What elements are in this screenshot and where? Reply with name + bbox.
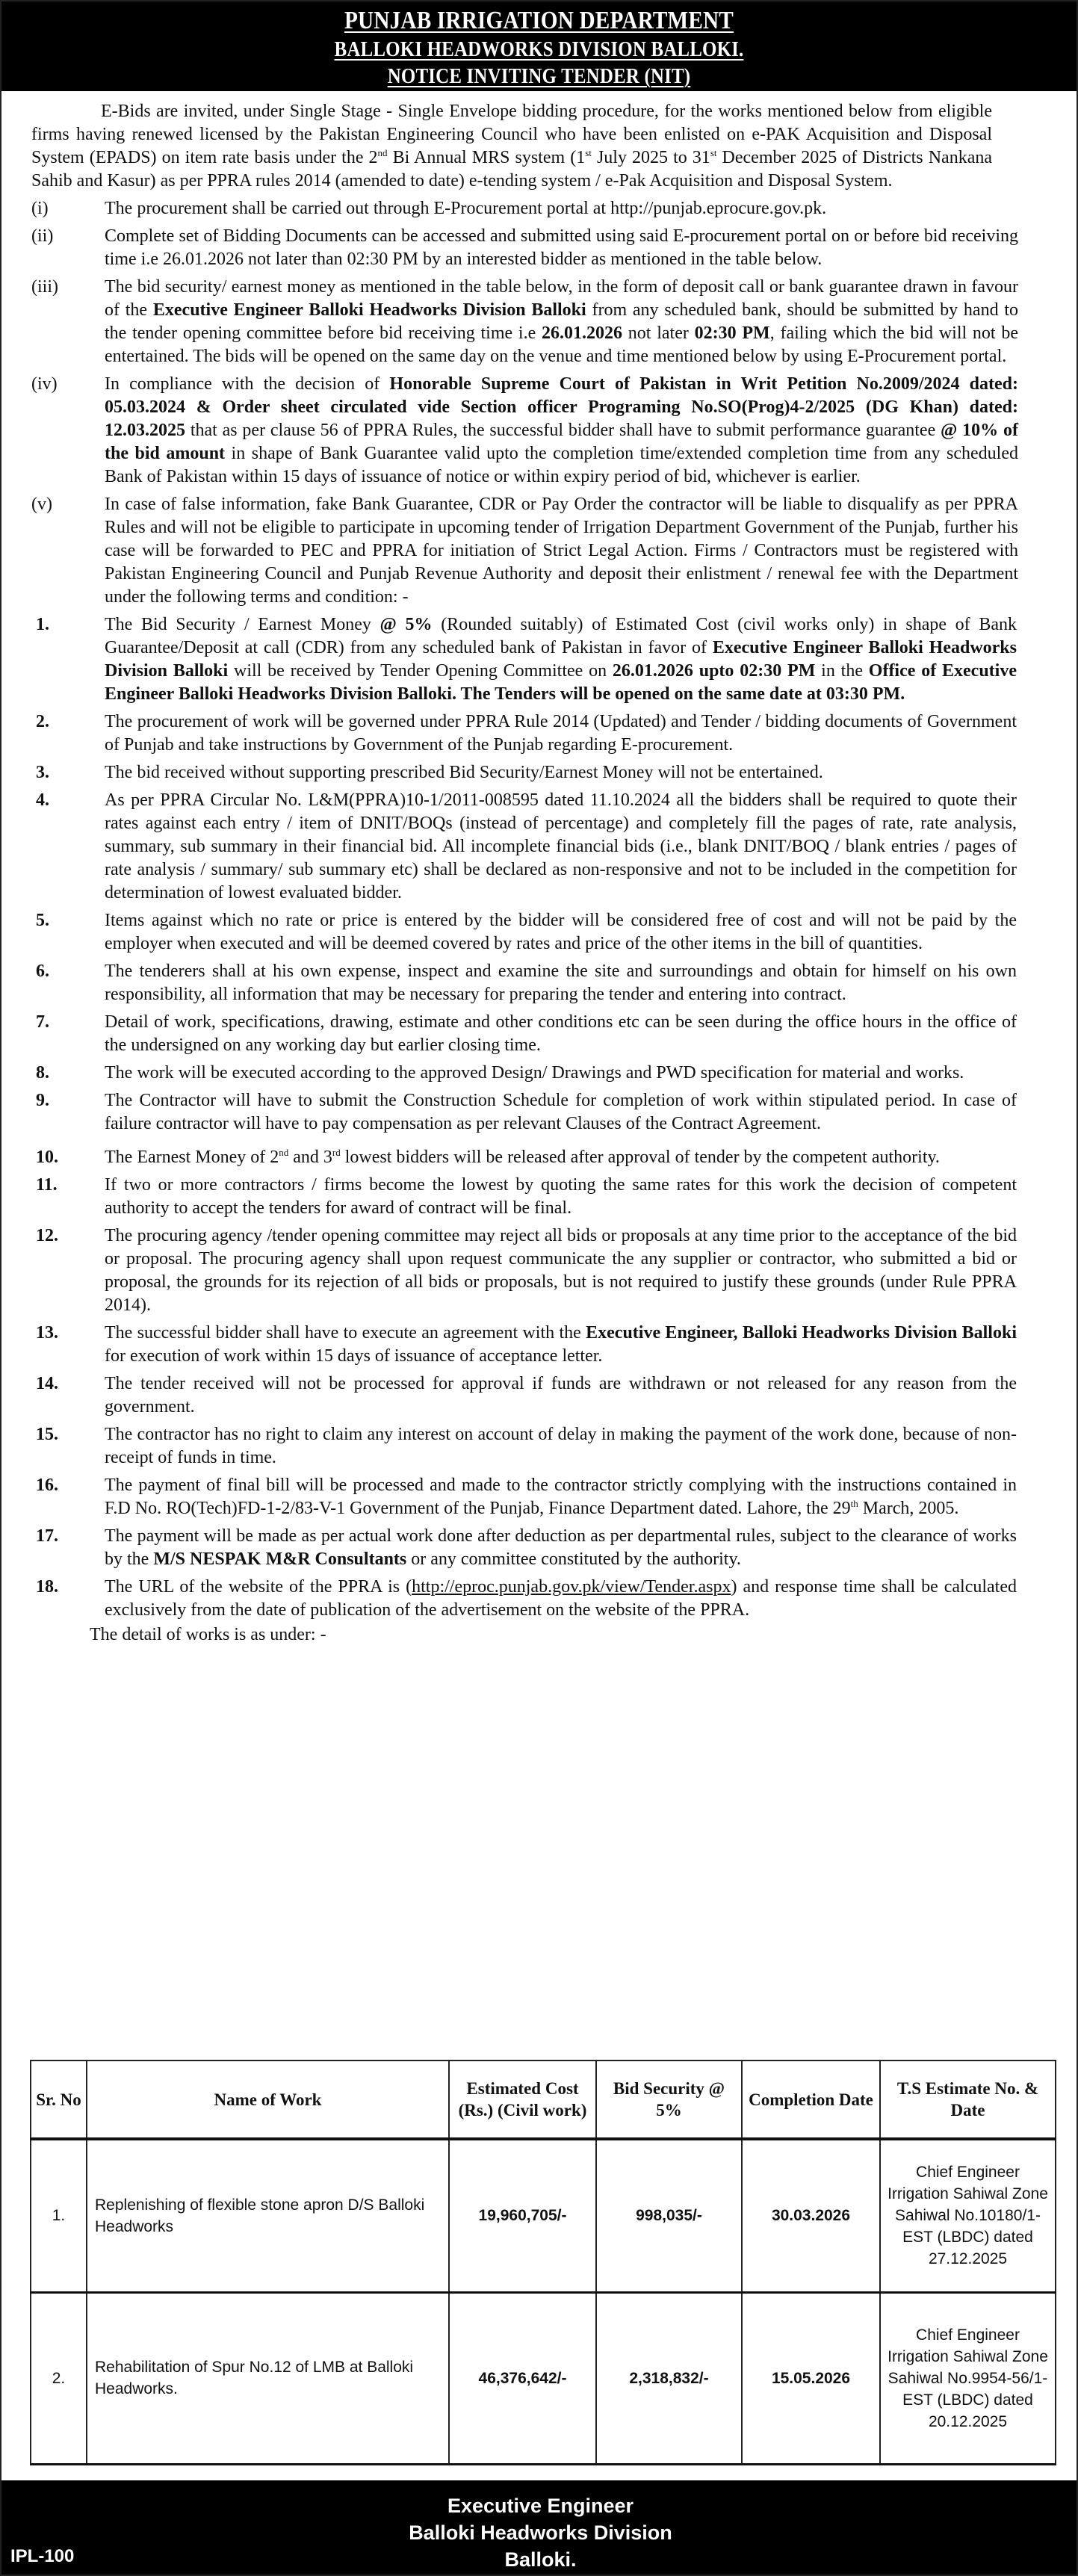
notice-header	[1, 1, 1077, 91]
bold-text: @ 10% of the bid amount	[105, 421, 1018, 463]
bold-text: 26.01.2026	[542, 323, 623, 343]
clause-3	[31, 761, 987, 784]
clause-text: Items against which no rate or price is entered by the bidder will be considered free of cost and will not be paid by the employer when executed and will be deemed covered by rates and price of the other items in the bill of quantities.	[105, 911, 1017, 953]
cell-sr: 2.	[31, 2292, 87, 2464]
clause-text	[105, 613, 1017, 706]
cell-name-of-work: Rehabilitation of Spur No.12 of LMB at Balloki Headworks.	[87, 2292, 449, 2464]
clause-text	[105, 1525, 1017, 1571]
clause-number: 8.	[36, 1063, 49, 1083]
signatory-location: Balloki.	[504, 2548, 577, 2571]
department-title: PUNJAB IRRIGATION DEPARTMENT	[344, 7, 734, 34]
bold-text: Honorable Supreme Court of Pakistan in Writ Petition No.2009/2024 dated: 05.03.2024 & Order sheet circulated vide Section officer Programing No.SO(Prog)4-2/2025 (DG Khan) dated: 12.03.2025	[105, 374, 1018, 440]
clause-4	[31, 789, 1017, 905]
intro-text: E-Bids are invited, under Single Stage - Single Envelope bidding procedure, for the works mentioned below from eligible firms having renewed licensed by the Pakistan Engineering Council who have been enlisted on e-PAK Acquisition and Disposal System (EPADS) on item rate basis under the 2	[31, 102, 992, 167]
clause-number: 15.	[36, 1425, 58, 1444]
ppra-url-link[interactable]: http://eproc.punjab.gov.pk/view/Tender.aspx	[412, 1577, 731, 1597]
cell-completion-date: 30.03.2026	[742, 2139, 880, 2292]
notice-title: NOTICE INVITING TENDER (NIT)	[387, 64, 691, 88]
text-run: The Bid Security / Earnest Money	[105, 615, 380, 634]
clause-text: Detail of work, specifications, drawing, estimate and other conditions etc can be seen during the office hours in the office of the undersigned on any working day but earlier closing time.	[105, 1012, 1017, 1055]
works-table-wrapper	[30, 2060, 1055, 2465]
text-run: that as per clause 56 of PPRA Rules, the successful bidder shall have to submit performance guarantee	[185, 421, 941, 440]
cell-completion-date: 15.05.2026	[742, 2292, 880, 2464]
clause-6	[31, 960, 1017, 1006]
clause-iii	[31, 276, 1019, 368]
clause-text: The tender received will not be processed for approval if funds are withdrawn or not released for any reason from the government.	[105, 1374, 1017, 1417]
clause-text: The contractor has no right to claim any interest on account of delay in making the payment of the work done, because of non-receipt of funds in time.	[105, 1425, 1017, 1467]
clause-number: 16.	[36, 1476, 58, 1495]
text-run: in the	[815, 661, 869, 681]
clause-text: The bid received without supporting prescribed Bid Security/Earnest Money will not be entertained.	[105, 763, 823, 782]
clause-text	[105, 373, 1018, 489]
text-run: or any committee constituted by the authority.	[406, 1549, 741, 1569]
text-run: lowest bidders will be released after approval of tender by the competent authority.	[340, 1148, 940, 1167]
clause-10	[31, 1146, 987, 1169]
clause-i	[31, 197, 987, 220]
clause-17	[31, 1525, 1017, 1571]
bold-text: 26.01.2026 upto 02:30 PM	[612, 661, 816, 681]
clause-text: Complete set of Bidding Documents can be accessed and submitted using said E-procurement portal on or before bid receiving time i.e 26.01.2026 not later than 02:30 PM by an interested bidder as mentioned in the table below.	[105, 226, 1018, 269]
clause-text	[105, 276, 1018, 368]
works-intro: The detail of works is as under: -	[90, 1625, 326, 1644]
superscript: st	[710, 147, 717, 158]
ad-code: IPL-100	[10, 2546, 75, 2566]
bold-text: Executive Engineer Balloki Headworks Division Balloki	[105, 638, 1017, 681]
header-name-of-work: Name of Work	[87, 2061, 449, 2139]
clause-text: The Contractor will have to submit the Construction Schedule for completion of work within stipulated period. In case of failure contractor will have to pay compensation as per relevant Clauses of the Contract Agreement.	[105, 1091, 1017, 1133]
superscript: st	[585, 147, 592, 158]
cell-bid-security: 2,318,832/-	[596, 2292, 742, 2464]
clause-number: 1.	[36, 615, 49, 634]
cell-name-of-work: Replenishing of flexible stone apron D/S Balloki Headworks	[87, 2139, 449, 2292]
cell-bid-security: 998,035/-	[596, 2139, 742, 2292]
clause-text: As per PPRA Circular No. L&M(PPRA)10-1/2011-008595 dated 11.10.2024 all the bidders shall be required to quote their rates against each entry / item of DNIT/BOQs (instead of percentage) and completely fill the pages of rate, rate analysis, summary, sub summary in their financial bid. All incomplete financial bids (i.e., blank DNIT/BOQ / blank entries / pages of rate analysis / summary/ sub summary etc) shall be declared as non-responsive and not to be included in the competition for determination of lowest evaluated bidder.	[105, 790, 1017, 902]
text-run: for execution of work within 15 days of issuance of acceptance letter.	[105, 1346, 603, 1366]
table-header-row	[31, 2061, 1056, 2139]
superscript: th	[850, 1498, 858, 1509]
clause-number: 6.	[36, 962, 49, 981]
clause-14	[31, 1372, 1017, 1419]
clause-v	[31, 493, 1018, 609]
clause-text: If two or more contractors / firms become the lowest by quoting the same rates for this work the decision of competent authority to accept the tenders for award of contract will be final.	[105, 1175, 1017, 1218]
bold-text: Office of Executive Engineer Balloki Headworks Division Balloki. The Tenders will be opened on the same date at 03:30 PM.	[105, 661, 1017, 704]
intro-paragraph	[31, 100, 992, 193]
text-run: In compliance with the decision of	[105, 374, 390, 394]
signatory-title: Executive Engineer	[447, 2495, 634, 2517]
clause-7	[31, 1011, 1017, 1057]
bold-text: @ 5%	[380, 615, 433, 634]
clause-12	[31, 1224, 1017, 1317]
superscript: nd	[377, 147, 388, 158]
clause-text	[105, 1576, 1017, 1622]
clause-16	[31, 1474, 1017, 1520]
clause-text	[105, 1146, 1017, 1169]
clause-number: (ii)	[31, 226, 54, 246]
clause-text	[105, 1474, 1017, 1520]
clause-number: (iii)	[31, 277, 58, 297]
clause-15	[31, 1423, 1017, 1470]
header-sr-no: Sr. No	[31, 2061, 87, 2139]
bold-text: Executive Engineer, Balloki Headworks Division Balloki	[586, 1323, 1017, 1343]
clause-2	[31, 710, 1017, 757]
clause-number: 11.	[36, 1175, 58, 1195]
clause-number: 14.	[36, 1374, 58, 1393]
works-table	[30, 2060, 1056, 2465]
signatory-division: Balloki Headworks Division	[409, 2521, 672, 2544]
intro-text: July 2025 to 31	[591, 148, 710, 167]
text-run: will be received by Tender Opening Committee on	[228, 661, 613, 681]
text-run: The Earnest Money of 2	[105, 1148, 279, 1167]
division-title: BALLOKI HEADWORKS DIVISION BALLOKI.	[334, 37, 744, 61]
cell-ts-estimate: Chief Engineer Irrigation Sahiwal Zone Sahiwal No.10180/1-EST (LBDC) dated 27.12.2025	[880, 2139, 1056, 2292]
cell-estimated-cost: 46,376,642/-	[449, 2292, 596, 2464]
clause-number: 12.	[36, 1226, 58, 1245]
header-estimated-cost: Estimated Cost (Rs.) (Civil work)	[449, 2061, 596, 2139]
clause-text: In case of false information, fake Bank Guarantee, CDR or Pay Order the contractor will be liable to disqualify as per PPRA Rules and will not be eligible to participate in upcoming tender of Irrigation Department Government of the Punjab, further his case will be forwarded to PEC and PPRA for initiation of Strict Legal Action. Firms / Contractors must be registered with Pakistan Engineering Council and Punjab Revenue Authority and deposit their enlistment / renewal fee with the Department under the following terms and condition: -	[105, 495, 1018, 607]
clause-number: 9.	[36, 1091, 49, 1110]
clause-1	[31, 613, 1017, 706]
text-run: not later	[622, 323, 695, 343]
clause-text: The procuring agency /tender opening committee may reject all bids or proposals at any time prior to the acceptance of the bid or proposal. The procuring agency shall upon request communicate the any supplier or contractor, who submitted a bid or proposal, the grounds for its rejection of all bids or proposals, but is not required to justify these grounds (under Rule PPRA 2014).	[105, 1226, 1017, 1315]
clause-11	[31, 1174, 1017, 1220]
clause-text: The procurement of work will be governed under PPRA Rule 2014 (Updated) and Tender / bidding documents of Government of Punjab and take instructions by Government of the Punjab regarding E-procurement.	[105, 712, 1017, 755]
clause-number: (i)	[31, 199, 49, 218]
clause-text: The tenderers shall at his own expense, inspect and examine the site and surroundings and obtain for himself on his own responsibility, all information that may be necessary for preparing the tender and entering into contract.	[105, 962, 1017, 1004]
text-run: from any scheduled bank, should be submitted by hand to the tender opening committee before bid receiving time i.e	[105, 300, 1019, 343]
header-bid-security: Bid Security @ 5%	[596, 2061, 742, 2139]
clause-iv	[31, 373, 1018, 489]
text-run: The bid security/ earnest money as mentioned in the table below, in the form of deposit call or bank guarantee drawn in favour of the	[105, 277, 1018, 320]
text-run: The URL of the website of the PPRA is (	[105, 1577, 412, 1597]
intro-text: Bi Annual MRS system (1	[387, 148, 586, 167]
clause-13	[31, 1322, 1017, 1368]
clause-number: 4.	[36, 790, 49, 810]
clause-text: The procurement shall be carried out through E-Procurement portal at http://punjab.eprocure.gov.pk.	[105, 199, 827, 218]
clause-number: 13.	[36, 1323, 58, 1343]
table-row	[31, 2292, 1056, 2464]
intro-text: December 2025 of Districts Nankana Sahib and Kasur) as per PPRA rules 2014 (amended to date) e-tending system / e-Pak Acquisition and Disposal System.	[31, 148, 992, 191]
table-row	[31, 2139, 1056, 2292]
bold-text: M/S NESPAK M&R Consultants	[153, 1549, 407, 1569]
clause-8	[31, 1062, 987, 1085]
clause-number: 7.	[36, 1012, 49, 1032]
clause-number: 3.	[36, 763, 49, 782]
notice-body	[1, 91, 1077, 1647]
clause-number: 2.	[36, 712, 49, 731]
superscript: rd	[332, 1147, 341, 1158]
text-run: (Rounded suitably) of Estimated Cost (civil works only) in shape of Bank Guarantee/Deposit at call (CDR) from any scheduled bank of Pakistan in favor of	[105, 615, 1017, 657]
text-run: ) and response time shall be calculated exclusively from the date of publication of the advertisement on the website of the PPRA.	[105, 1577, 1017, 1620]
text-run: The payment will be made as per actual work done after deduction as per departmental rules, subject to the clearance of works by the	[105, 1526, 1017, 1569]
bold-text: 02:30 PM	[694, 323, 770, 343]
cell-sr: 1.	[31, 2139, 87, 2292]
text-run: and 3	[288, 1148, 332, 1167]
clause-9	[31, 1089, 1017, 1136]
superscript: nd	[279, 1147, 289, 1158]
bold-text: Executive Engineer Balloki Headworks Division Balloki	[152, 300, 586, 320]
clause-number: 10.	[36, 1148, 58, 1167]
header-ts-estimate: T.S Estimate No. & Date	[880, 2061, 1056, 2139]
text-run: , failing which the bid will not be entertained. The bids will be opened on the same day on the venue and time mentioned below by using E-Procurement portal.	[105, 323, 1019, 366]
clause-text: The work will be executed according to the approved Design/ Drawings and PWD specification for material and works.	[105, 1063, 964, 1083]
header-completion-date: Completion Date	[742, 2061, 880, 2139]
text-run: The successful bidder shall have to execute an agreement with the	[105, 1323, 586, 1343]
clause-number: (iv)	[31, 374, 58, 394]
clause-number: 17.	[36, 1526, 58, 1546]
clause-18	[31, 1576, 1017, 1622]
text-run: March, 2005.	[858, 1499, 959, 1518]
clause-number: (v)	[31, 495, 52, 514]
clause-text	[105, 1322, 1017, 1368]
cell-estimated-cost: 19,960,705/-	[449, 2139, 596, 2292]
clause-ii	[31, 225, 1018, 271]
signature-footer	[1, 2480, 1078, 2576]
clause-number: 5.	[36, 911, 49, 930]
clause-5	[31, 909, 1017, 956]
clause-number: 18.	[36, 1577, 58, 1597]
cell-ts-estimate: Chief Engineer Irrigation Sahiwal Zone Sahiwal No.9954-56/1-EST (LBDC) dated 20.12.2025	[880, 2292, 1056, 2464]
text-run: The payment of final bill will be processed and made to the contractor strictly complying with the instructions contained in F.D No. RO(Tech)FD-1-2/83-V-1 Government of the Punjab, Finance Department dated. Lahore, the 29	[105, 1476, 1017, 1518]
text-run: in shape of Bank Guarantee valid upto the completion time/extended completion time from any scheduled Bank of Pakistan within 15 days of issuance of notice or within expiry period of bid, whichever is earlier.	[105, 444, 1018, 486]
